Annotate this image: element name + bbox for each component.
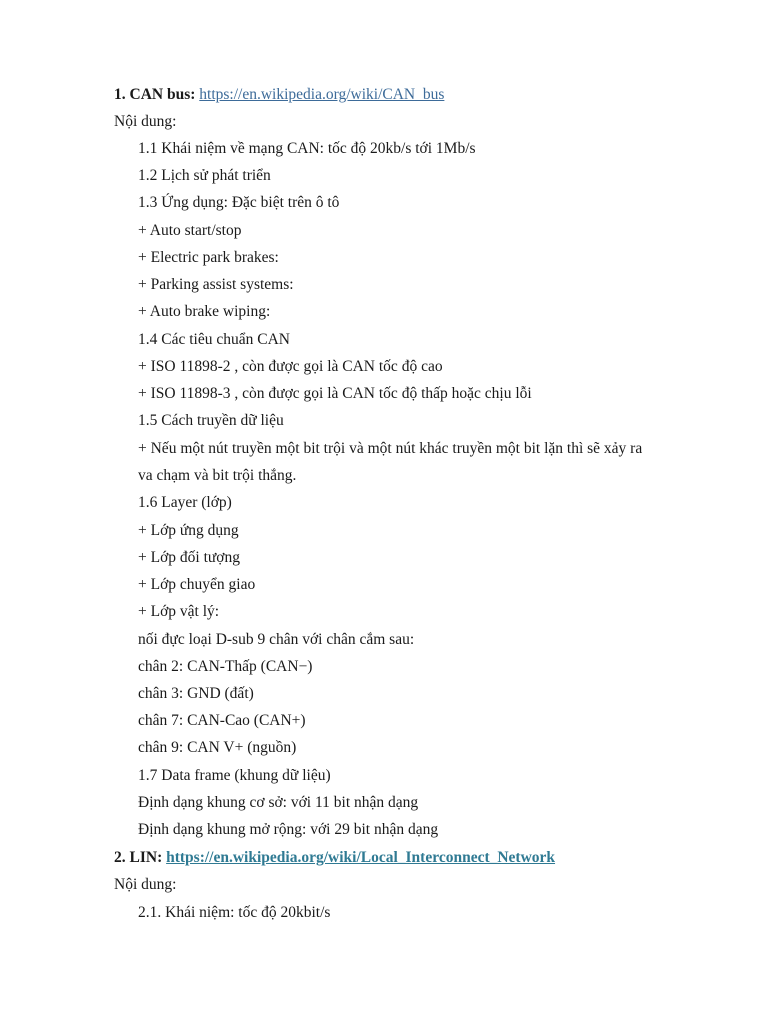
section-1-line-23: chân 9: CAN V+ (nguồn) bbox=[138, 739, 297, 756]
section-2-content-label: Nội dung: bbox=[114, 876, 177, 893]
section-1-line-25: Định dạng khung cơ sở: với 11 bit nhận dạng bbox=[138, 794, 419, 811]
section-1-line-4: + Auto start/stop bbox=[138, 222, 242, 239]
section-2-line-1: 2.1. Khái niệm: tốc độ 20kbit/s bbox=[138, 904, 331, 921]
section-1-line-16: + Lớp đối tượng bbox=[138, 549, 240, 566]
section-1-line-26: Định dạng khung mở rộng: với 29 bit nhận dạng bbox=[138, 821, 439, 838]
section-1-line-20: chân 2: CAN-Thấp (CAN−) bbox=[138, 658, 313, 675]
section-1-line-2: 1.2 Lịch sử phát triển bbox=[138, 167, 271, 184]
section-1-line-10: + ISO 11898-3 , còn được gọi là CAN tốc độ thấp hoặc chịu lỗi bbox=[138, 385, 532, 402]
section-1-line-1: 1.1 Khái niệm về mạng CAN: tốc độ 20kb/s tới 1Mb/s bbox=[138, 140, 476, 157]
section-1-line-17: + Lớp chuyển giao bbox=[138, 576, 256, 593]
section-1-line-14: 1.6 Layer (lớp) bbox=[138, 494, 232, 511]
section-1-line-18: + Lớp vật lý: bbox=[138, 603, 220, 620]
section-1-line-13: va chạm và bit trội thắng. bbox=[138, 467, 297, 484]
section-1-line-21: chân 3: GND (đất) bbox=[138, 685, 254, 702]
section-1-line-11: 1.5 Cách truyền dữ liệu bbox=[138, 412, 284, 429]
section-1-line-7: + Auto brake wiping: bbox=[138, 303, 271, 320]
section-1-heading-link[interactable]: https://en.wikipedia.org/wiki/CAN_bus bbox=[199, 86, 445, 103]
section-1-line-8: 1.4 Các tiêu chuẩn CAN bbox=[138, 331, 290, 348]
section-1-line-24: 1.7 Data frame (khung dữ liệu) bbox=[138, 767, 331, 784]
section-2-heading-label: 2. LIN: bbox=[114, 849, 163, 866]
section-2-heading bbox=[114, 848, 555, 868]
section-1-line-19: nối đực loại D-sub 9 chân với chân cắm sau: bbox=[138, 631, 415, 648]
section-1-heading bbox=[114, 85, 444, 105]
section-1-line-3: 1.3 Ứng dụng: Đặc biệt trên ô tô bbox=[138, 194, 340, 211]
section-1-line-9: + ISO 11898-2 , còn được gọi là CAN tốc độ cao bbox=[138, 358, 443, 375]
section-1-line-12: + Nếu một nút truyền một bit trội và một nút khác truyền một bit lặn thì sẽ xảy ra bbox=[138, 440, 643, 457]
section-1-line-15: + Lớp ứng dụng bbox=[138, 522, 239, 539]
section-2-heading-link[interactable]: https://en.wikipedia.org/wiki/Local_Interconnect_Network bbox=[166, 849, 556, 866]
section-1-line-6: + Parking assist systems: bbox=[138, 276, 294, 293]
section-1-content-label: Nội dung: bbox=[114, 113, 177, 130]
section-1-heading-label: 1. CAN bus: bbox=[114, 86, 196, 103]
section-1-line-5: + Electric park brakes: bbox=[138, 249, 279, 266]
section-1-line-22: chân 7: CAN-Cao (CAN+) bbox=[138, 712, 306, 729]
